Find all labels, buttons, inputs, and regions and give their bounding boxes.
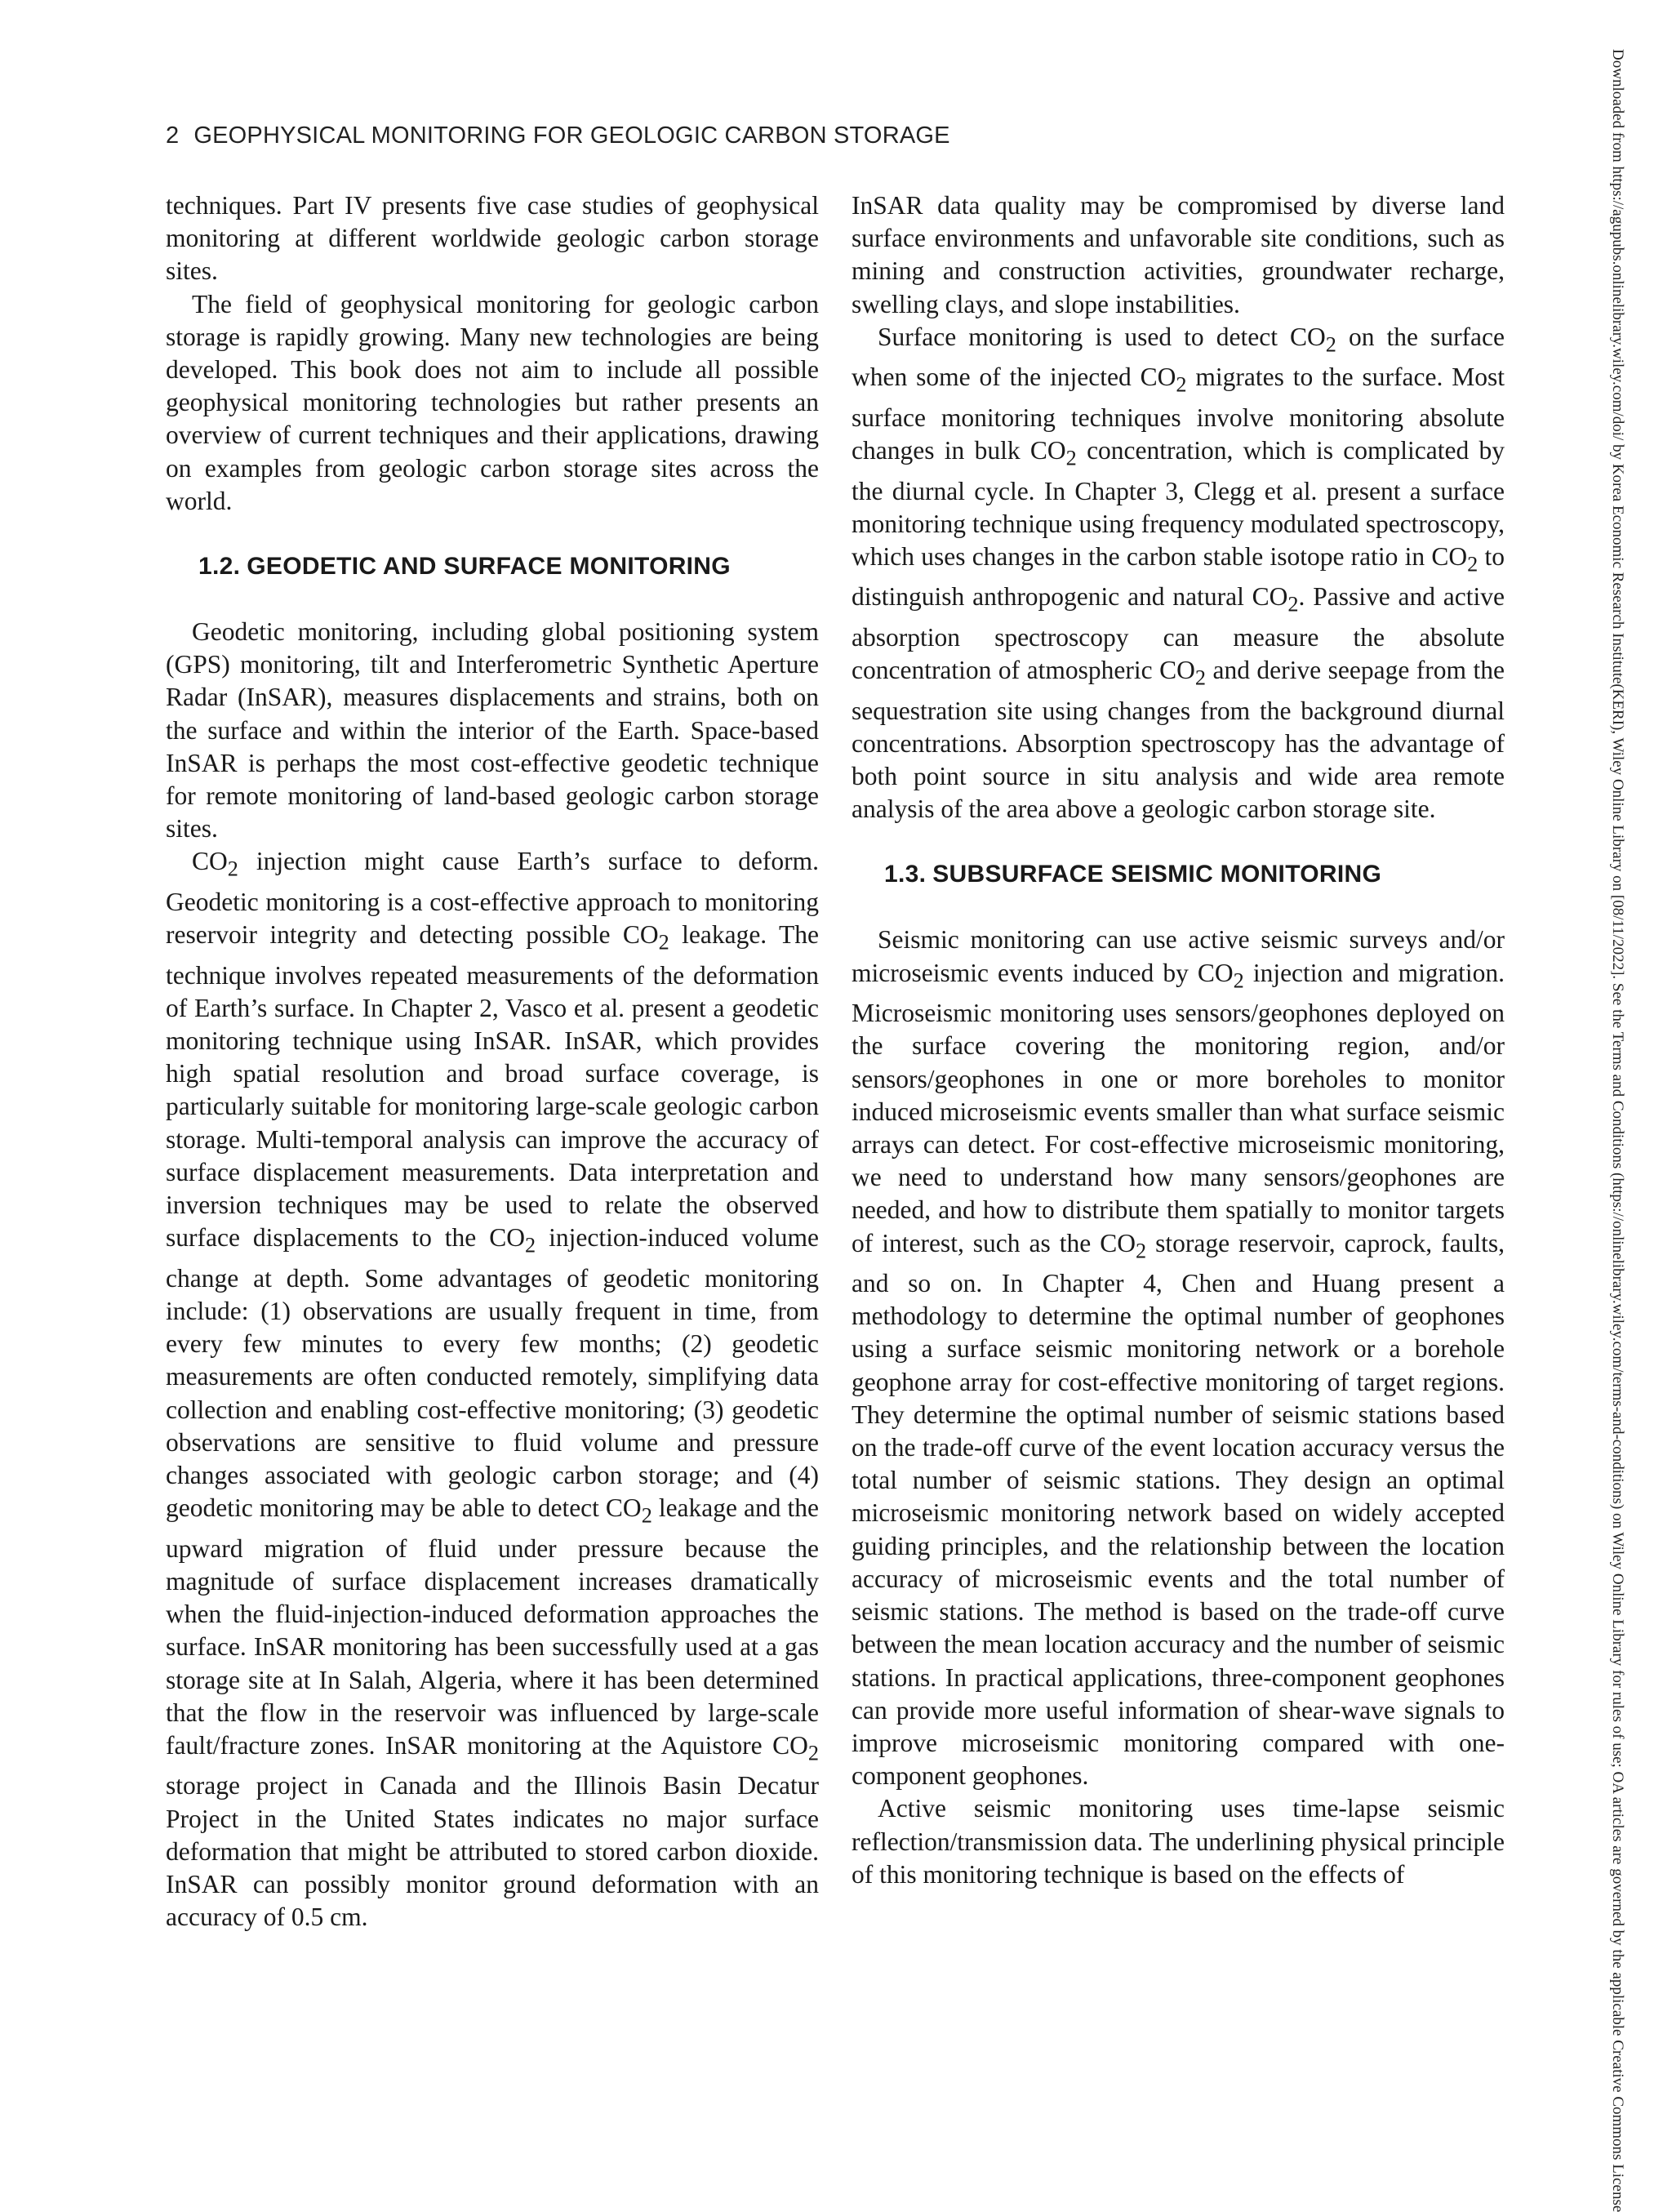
section-heading-1-3 (884, 858, 1505, 891)
left-column (166, 189, 819, 1934)
section-title: SUBSURFACE SEISMIC MONITORING (932, 861, 1382, 888)
page-number: 2 (166, 122, 180, 149)
running-head (166, 122, 950, 149)
paragraph-co2-injection: $CO_2$ injection might cause Earth’s surface to deform. Geodetic monitoring is a cost-effective approach to monitoring reservoir integrity and detecting possible $CO_2$ leakage. The technique involves repeated measurements of the deformation of Earth’s surface. In Chapter 2, Vasco et al. present a geodetic monitoring technique using InSAR. InSAR, which provides high spatial resolution and broad surface coverage, is particularly suitable for monitoring large-scale geologic carbon storage. Multi-temporal analysis can improve the accuracy of surface displacement measurements. Data interpretation and inversion techniques may be used to relate the observed surface displacements to the $CO_2$ injection-induced volume change at depth. Some advantages of geodetic monitoring include: (1) observations are usually frequent in time, from every few minutes to every few months; (2) geodetic measurements are often conducted remotely, simplifying data collection and enabling cost-effective monitoring; (3) geodetic observations are sensitive to fluid volume and pressure changes associated with geologic carbon storage; and (4) geodetic monitoring may be able to detect $CO_2$ leakage and the upward migration of fluid under pressure because the magnitude of surface displacement increases dramatically when the fluid-injection-induced deformation approaches the surface. InSAR monitoring has been successfully used at a gas storage site at In Salah, Algeria, where it has been determined that the flow in the reservoir was influenced by large-scale fault/fracture zones. InSAR monitoring at the Aquistore $CO_2$ storage project in Canada and the Illinois Basin Decatur Project in the United States indicates no major surface deformation that might be attributed to stored carbon dioxide. InSAR can possibly monitor ground deformation with an accuracy of 0.5 cm. (166, 847, 819, 1932)
section-number: 1.3. (884, 861, 927, 888)
section-heading-1-2 (198, 550, 819, 583)
running-title: GEOPHYSICAL MONITORING FOR GEOLOGIC CARBON STORAGE (193, 122, 950, 149)
paragraph-active-seismic: Active seismic monitoring uses time-lapse seismic reflection/transmission data. The underlining physical principle of this monitoring technique is based on the effects of (852, 1794, 1505, 1889)
paragraph-surface-monitoring: Surface monitoring is used to detect $CO_2$ on the surface when some of the injected $CO_2$ migrates to the surface. Most surface monitoring techniques involve monitoring absolute changes in bulk $CO_2$ concentration, which is complicated by the diurnal cycle. In Chapter 3, Clegg et al. present a surface monitoring technique using frequency modulated spectroscopy, which uses changes in the carbon stable isotope ratio in $CO_2$ to distinguish anthropogenic and natural $CO_2$. Passive and active absorption spectroscopy can measure the absolute concentration of atmospheric $CO_2$ and derive seepage from the sequestration site using changes from the background diurnal concentrations. Absorption spectroscopy has the advantage of both point source in situ analysis and wide area remote analysis of the area above a geologic carbon storage site. (852, 322, 1505, 824)
right-column (852, 189, 1505, 1891)
download-notice: Downloaded from https://agupubs.onlinelibrary.wiley.com/doi/ by Korea Economic Research Institute(KERI), Wiley Online Library on [08/11/2022]. See the Terms and Conditions (https://onlinelibrary.wiley.com/terms-and-conditions) on Wiley Online Library for rules of use; OA articles are governed by the applicable Creative Commons License (1609, 49, 1626, 2212)
paragraph-field-growing: The field of geophysical monitoring for geologic carbon storage is rapidly growing. Many new technologies are being developed. This book does not aim to include all possible geophysical monitoring technologies but rather presents an overview of current techniques and their applications, drawing on examples from geologic carbon storage sites across the world. (166, 289, 819, 515)
paragraph-geodetic: Geodetic monitoring, including global positioning system (GPS) monitoring, tilt and Interferometric Synthetic Aperture Radar (InSAR), measures displacements and strains, both on the surface and within the interior of the Earth. Space-based InSAR is perhaps the most cost-effective geodetic technique for remote monitoring of land-based geologic carbon storage sites. (166, 617, 819, 843)
section-title: GEODETIC AND SURFACE MONITORING (247, 553, 731, 581)
paragraph-insar-quality: InSAR data quality may be compromised by diverse land surface environments and unfavorable site conditions, such as mining and construction activities, groundwater recharge, swelling clays, and slope instabilities. (852, 191, 1505, 318)
paragraph-seismic-monitoring: Seismic monitoring can use active seismic surveys and/or microseismic events induced by $CO_2$ injection and migration. Microseismic monitoring uses sensors/geophones deployed on the surface covering the monitoring region, and/or sensors/geophones in one or more boreholes to monitor induced microseismic events smaller than what surface seismic arrays can detect. For cost-effective microseismic monitoring, we need to understand how many sensors/geophones are needed, and how to distribute them spatially to monitor targets of interest, such as the $CO_2$ storage reservoir, caprock, faults, and so on. In Chapter 4, Chen and Huang present a methodology to determine the optimal number of geophones using a surface seismic monitoring network or a borehole geophone array for cost-effective monitoring of target regions. They determine the optimal number of seismic stations based on the trade-off curve of the event location accuracy versus the total number of seismic stations. They design an optimal microseismic monitoring network based on widely accepted guiding principles, and the relationship between the location accuracy of microseismic events and the total number of seismic stations. The method is based on the trade-off curve between the mean location accuracy and the number of seismic stations. In practical applications, three-component geophones can provide more useful information of shear-wave signals to improve microseismic monitoring compared with one-component geophones. (852, 925, 1505, 1791)
section-number: 1.2. (198, 553, 241, 581)
paragraph-continued: techniques. Part IV presents five case studies of geophysical monitoring at different worldwide geologic carbon storage sites. (166, 191, 819, 286)
